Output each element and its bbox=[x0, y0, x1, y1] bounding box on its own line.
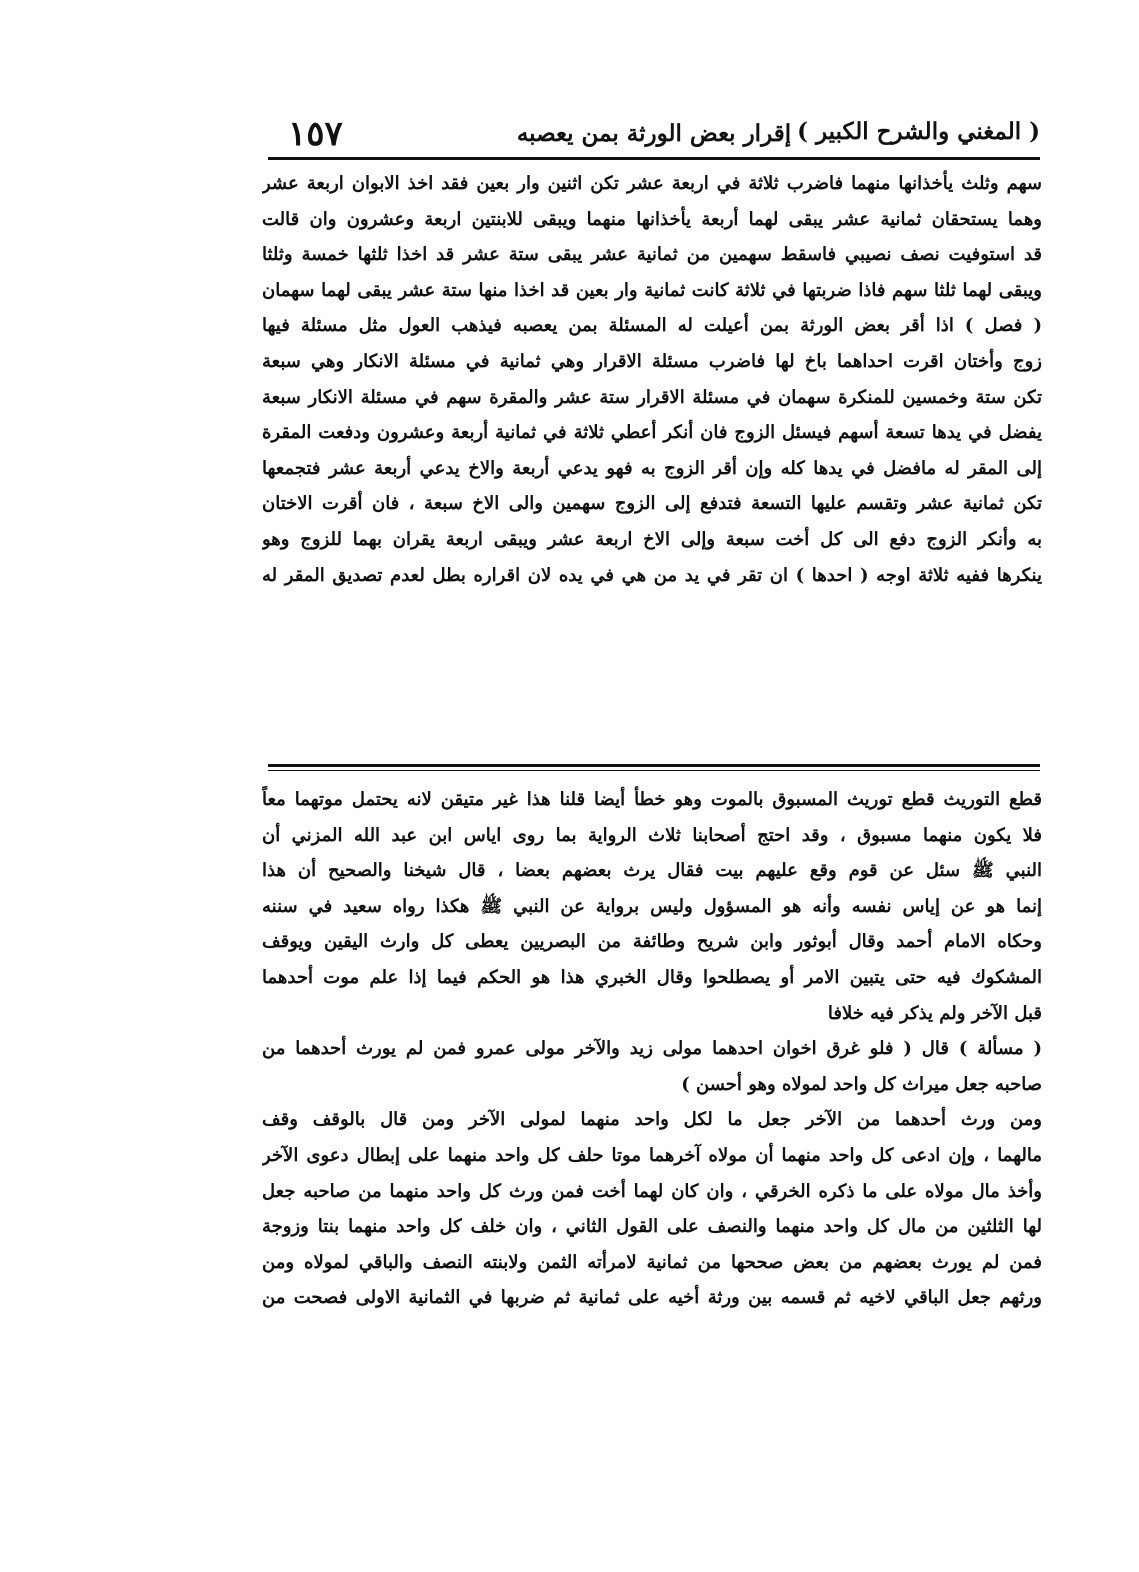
text-line: ويبقى لهما ثلثا سهم فاذا ضربتها في ثلاثة كانت ثمانية وار بعين قد اخذا منها ستة عشر يبقى لهما سهمان bbox=[262, 279, 1042, 301]
text-line: قطع التوريث قطع توريث المسبوق بالموت وهو خطأ أيضا قلنا هذا غير متيقن لانه يحتمل موتهما معاً bbox=[262, 789, 1042, 810]
text-line: وهما يستحقان ثمانية عشر يبقى لهما أربعة يأخذانها منهما ويبقى للابنتين اربعة وعشرون وان قالت bbox=[262, 208, 1042, 230]
text-line: لها الثلثين من مال كل واحد منهما والنصف على القول الثاني ، وان خلف كل واحد منهما بنتا وزوجة bbox=[262, 1216, 1042, 1238]
text-line: ومن ورث أحدهما من الآخر جعل ما لكل واحد منهما لمولى الآخر ومن قال بالوقف وقف bbox=[262, 1109, 1042, 1131]
text-line: صاحبه جعل ميراث كل واحد لمولاه وهو أحسن ) bbox=[681, 1073, 1042, 1095]
text-line: المشكوك فيه حتى يتبين الامر أو يصطلحوا وقال الخبري هذا هو الحكم فيما إذا علم موت أحدهما bbox=[262, 966, 1042, 988]
text-line: ( فصل ) اذا أقر بعض الورثة بمن أعيلت له المسئلة بمن يعصبه فيذهب العول مثل مسئلة فيها bbox=[262, 315, 1042, 337]
text-line: وحكاه الامام أحمد وقال أبوثور وابن شريح وطائفة من البصريين يعطى كل وارث اليقين ويوقف bbox=[262, 931, 1042, 953]
text-line: ينكرها ففيه ثلاثة اوجه ( احدها ) ان تقر في يد من هي في يده لان اقراره بطل لعدم تصديق المقر له bbox=[262, 564, 1042, 586]
text-line: النبي ﷺ سئل عن قوم وقع عليهم بيت فقال يرث بعضهم بعضا ، قال شيخنا والصحيح أن هذا bbox=[262, 860, 1042, 882]
commentary-text bbox=[262, 782, 1042, 1316]
text-line: تكن ثمانية عشر وتقسم عليها التسعة فتدفع إلى الزوج سهمين والى الاخ سبعة ، فان أقرت الاختان bbox=[262, 493, 1042, 515]
text-line: إنما هو عن إياس نفسه وأنه هو المسؤول وليس برواية عن النبي ﷺ هكذا رواه سعيد في سننه bbox=[262, 895, 1042, 917]
text-line: مالهما ، وإن ادعى كل واحد منهما أن مولاه آخرهما موتا حلف كل واحد منهما على إبطال دعوى الآخر bbox=[262, 1144, 1042, 1166]
text-line: قد استوفيت نصف نصيبي فاسقط سهمين من ثمانية عشر يبقى ستة عشر قد اخذا ثلثها خمسة وثلثا bbox=[262, 244, 1042, 266]
page-header bbox=[268, 112, 1040, 158]
text-line: فلا يكون منهما مسبوق ، وقد احتج أصحابنا ثلاث الرواية بما روى اياس ابن عبد الله المزني أن bbox=[262, 824, 1042, 846]
text-line: قبل الآخر ولم يذكر فيه خلافا bbox=[827, 1002, 1042, 1024]
text-line: إلى المقر له مافضل في يدها كله وإن أقر الزوج به فهو يدعي أربعة والاخ يدعي أربعة عشر فتجمعها bbox=[262, 457, 1042, 479]
text-line: زوج وأختان اقرت احداهما باخ لها فاضرب مسئلة الاقرار وهي ثمانية في مسئلة الانكار وهي سبعة bbox=[262, 350, 1042, 372]
text-line: يفضل في يدها تسعة أسهم فيسئل الزوج فان أنكر أعطي ثلاثة في ثمانية أربعة وعشرون ودفعت المقرة bbox=[262, 422, 1042, 444]
section-divider-thin bbox=[268, 770, 1040, 771]
section-title: إقرار بعض الورثة بمن يعصبه bbox=[516, 120, 792, 147]
main-text bbox=[262, 166, 1042, 593]
text-line: تكن ستة وخمسين للمنكرة سهمان في مسئلة الاقرار ستة عشر والمقرة سهم في مسئلة الانكار سبعة bbox=[262, 386, 1042, 408]
header-rule bbox=[268, 157, 1040, 160]
text-line: ( مسألة ) قال ( فلو غرق اخوان احدهما مولى زيد والآخر مولى عمرو فمن لم يورث أحدهما من bbox=[262, 1038, 1042, 1060]
book-title: ( المغني والشرح الكبير ) bbox=[797, 118, 1040, 145]
text-line: ورثهم جعل الباقي لاخيه ثم قسمه بين ورثة أخيه على ثمانية ثم ضربها في الثمانية الاولى فصحت من bbox=[262, 1287, 1042, 1309]
text-line: سهم وثلث يأخذانها منهما فاضرب ثلاثة في اربعة عشر تكن اثنين وار بعين فقد اخذ الابوان اربعة عشر bbox=[262, 173, 1042, 194]
text-line: وأخذ مال مولاه على ما ذكره الخرقي ، وان كان لهما أخت فمن ورث كل واحد منهما من صاحبه جعل bbox=[262, 1180, 1042, 1202]
text-line: فمن لم يورث بعضهم من بعض صححها من ثمانية لامرأته الثمن ولابنته النصف والباقي لمولاه ومن bbox=[262, 1251, 1042, 1273]
page-number: ١٥٧ bbox=[288, 114, 343, 154]
section-divider bbox=[268, 764, 1040, 767]
text-line: به وأنكر الزوج دفع الى كل أخت سبعة وإلى الاخ اربعة عشر ويبقى اربعة يقران بهما للزوج وهو bbox=[262, 528, 1042, 550]
